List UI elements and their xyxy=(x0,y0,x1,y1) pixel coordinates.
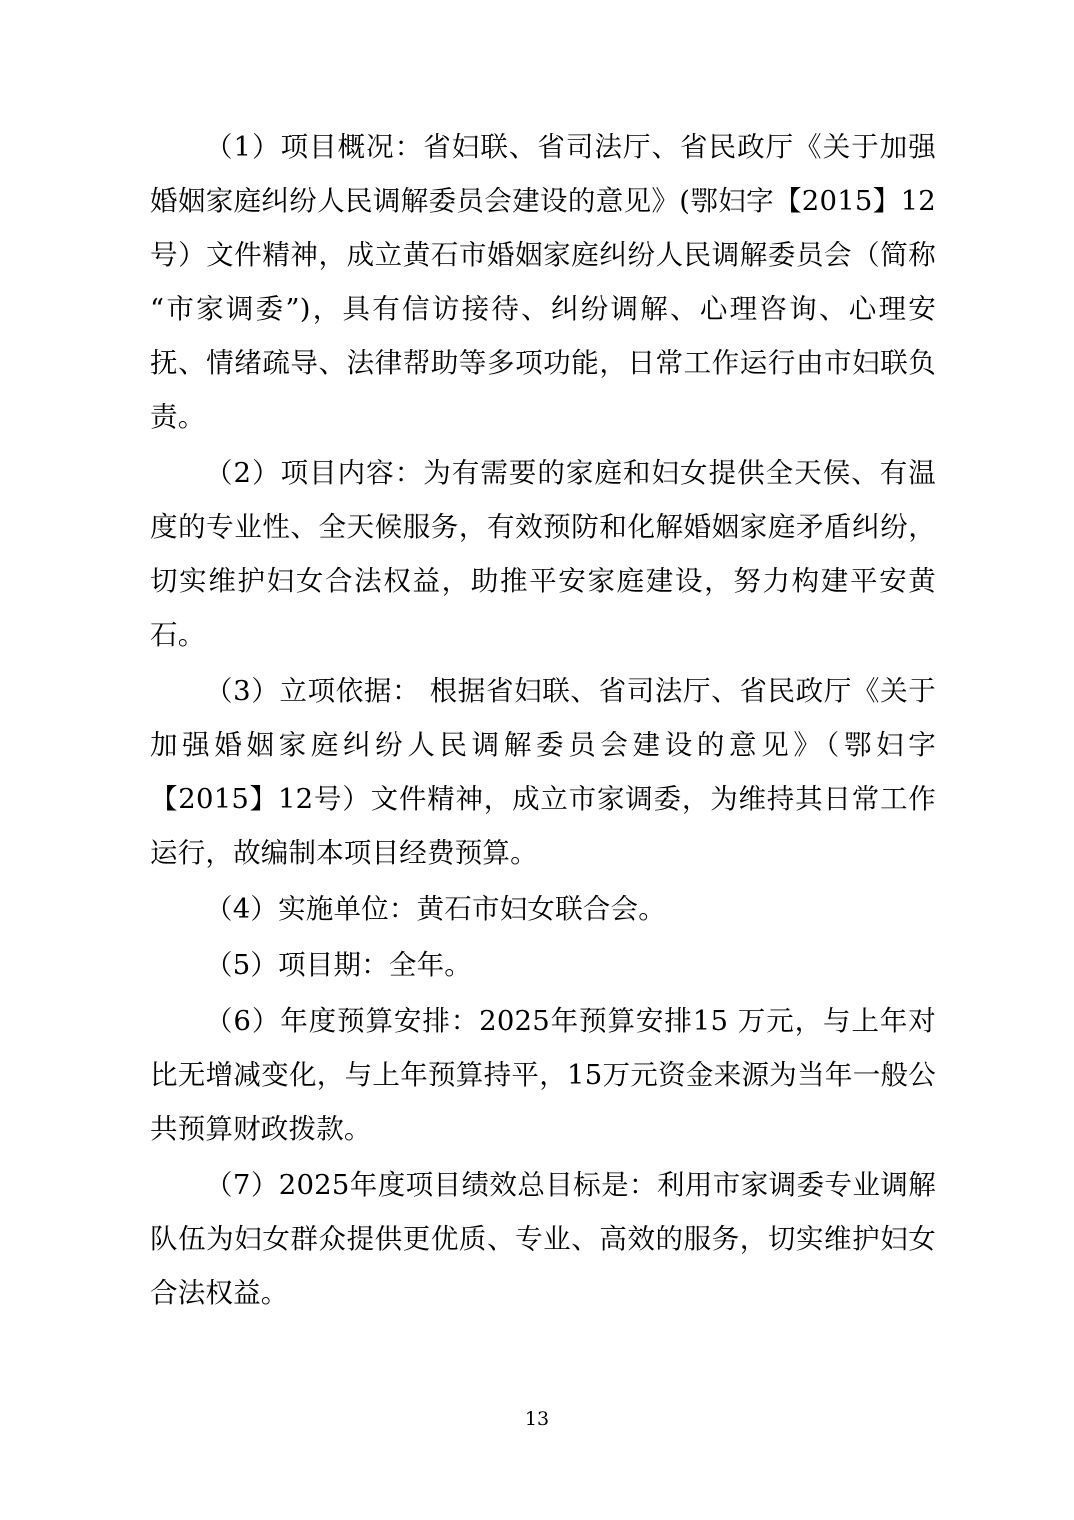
page-body xyxy=(150,120,936,1322)
paragraph-project-period: （5）项目期：全年。 xyxy=(205,949,472,981)
page-number: 13 xyxy=(524,1408,550,1430)
paragraph-annual-budget: （6）年度预算安排：2025年预算安排15 万元，与上年对比无增减变化，与上年预算持平，15万元资金来源为当年一般公共预算财政拨款。 xyxy=(150,1005,936,1145)
paragraph-performance-goal: （7）2025年度项目绩效总目标是：利用市家调委专业调解队伍为妇女群众提供更优质、专业、高效的服务，切实维护妇女合法权益。 xyxy=(150,1169,936,1309)
paragraph-project-overview: （1）项目概况：省妇联、省司法厅、省民政厅《关于加强婚姻家庭纠纷人民调解委员会建设的意见》(鄂妇字【2015】12号）文件精神，成立黄石市婚姻家庭纠纷人民调解委员会（简称“市家调委”)，具有信访接待、纠纷调解、心理咨询、心理安抚、情绪疏导、法律帮助等多项功能，日常工作运行由市妇联负责。 xyxy=(150,131,936,433)
paragraph-implementing-unit: （4）实施单位：黄石市妇女联合会。 xyxy=(205,893,666,925)
paragraph-project-content: （2）项目内容：为有需要的家庭和妇女提供全天侯、有温度的专业性、全天候服务，有效预防和化解婚姻家庭矛盾纠纷，切实维护妇女合法权益，助推平安家庭建设，努力构建平安黄石。 xyxy=(150,457,936,651)
paragraph-project-basis: （3）立项依据： 根据省妇联、省司法厅、省民政厅《关于加强婚姻家庭纠纷人民调解委员会建设的意见》（鄂妇字【2015】12号）文件精神，成立市家调委，为维持其日常工作运行，故编制本项目经费预算。 xyxy=(150,675,936,869)
